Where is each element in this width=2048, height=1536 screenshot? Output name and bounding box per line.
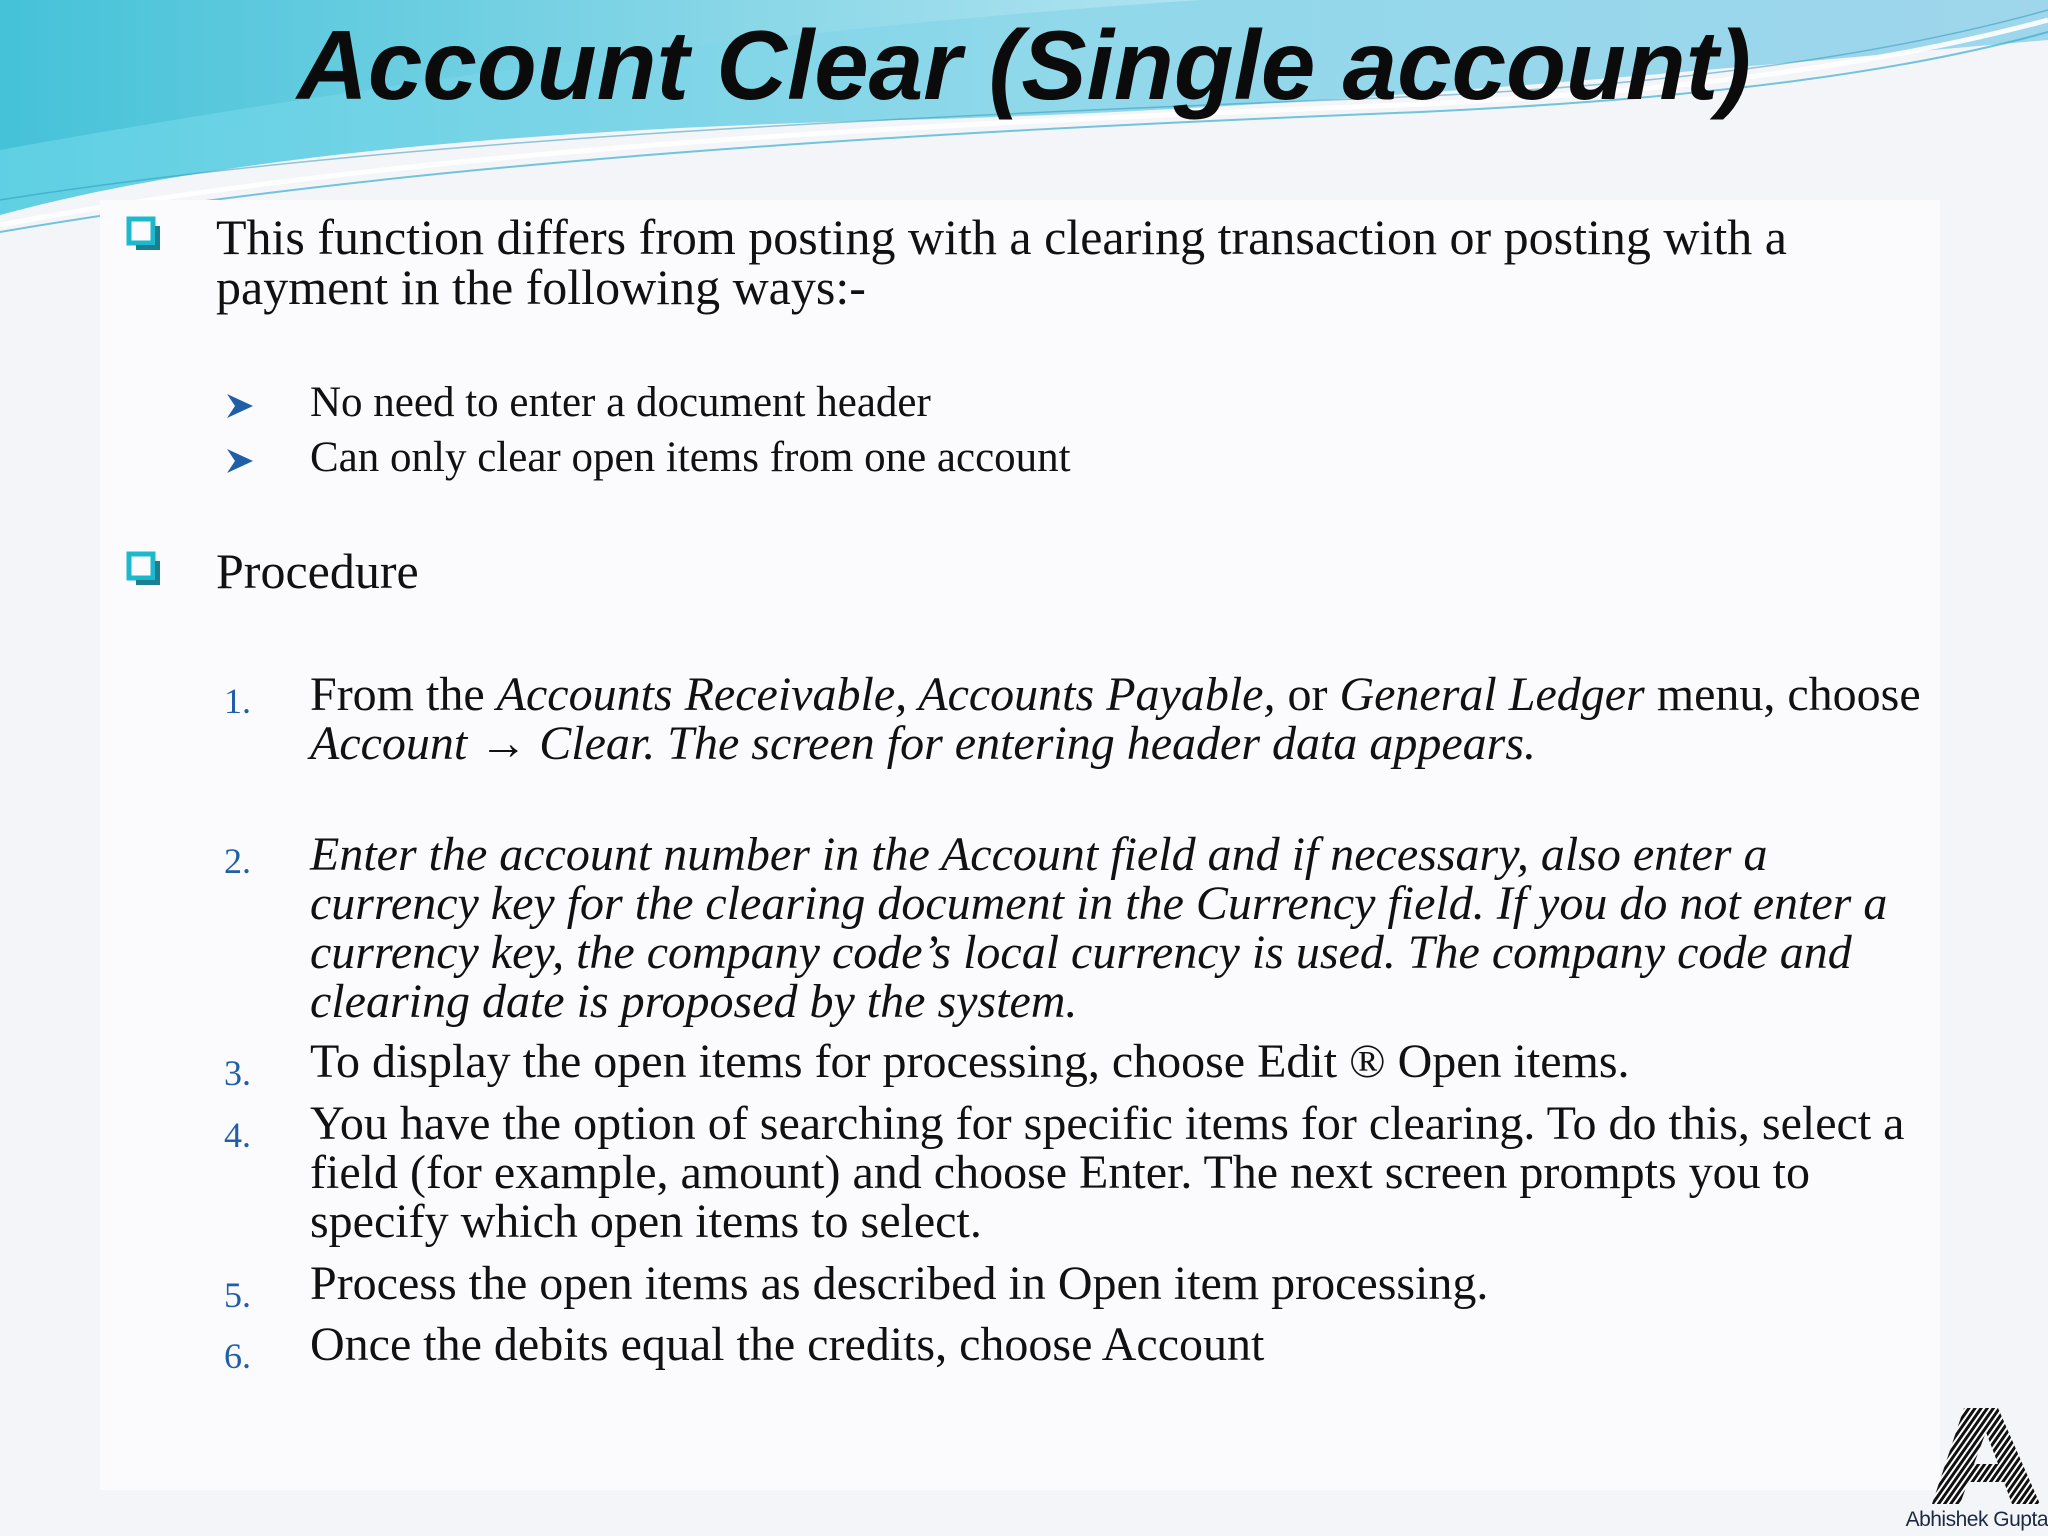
intro-point: No need to enter a document header [310, 379, 931, 426]
step-text: Process the open items as described in Open item processing. [310, 1257, 1489, 1310]
step-text-part: From the [310, 668, 497, 721]
step-text [310, 670, 1930, 768]
step-number: 4. [224, 1115, 251, 1155]
hollow-square-icon [126, 216, 162, 252]
step-text-part: Account → Clear. The screen for entering header data appears. [310, 717, 1537, 770]
arrowhead-icon [225, 391, 255, 421]
step-text-part: General Ledger [1339, 668, 1645, 721]
hollow-square-icon [126, 551, 162, 587]
step-number: 6. [224, 1336, 251, 1376]
slide-title: Account Clear (Single account) [297, 10, 1751, 120]
author-name: Abhishek Gupta [1905, 1508, 2048, 1531]
step-number: 2. [224, 841, 251, 881]
intro-text: This function differs from posting with a clearing transaction or posting with a payment in the following ways:- [216, 209, 1787, 315]
intro-point: Can only clear open items from one account [310, 434, 1071, 481]
step-number: 1. [224, 681, 251, 721]
arrowhead-icon [225, 446, 255, 476]
step-text: Once the debits equal the credits, choose Account [310, 1318, 1265, 1371]
step-number: 5. [224, 1275, 251, 1315]
step-text-part: or [1275, 668, 1340, 721]
step-number: 3. [224, 1053, 251, 1093]
step-text-part: menu, choose [1644, 668, 1921, 721]
step-text: Enter the account number in the Account field and if necessary, also enter a currency key for the clearing document in the Currency field. If you do not enter a currency key, the company code’s local currency is used. The company code and clearing date is proposed by the system. [310, 828, 1888, 1028]
step-text-part: Accounts Receivable, Accounts Payable, [496, 668, 1276, 721]
step-text: To display the open items for processing, choose Edit ® Open items. [310, 1035, 1630, 1088]
procedure-heading: Procedure [216, 543, 419, 599]
step-text: You have the option of searching for specific items for clearing. To do this, select a field (for example, amount) and choose Enter. The next screen prompts you to specify which open items to select. [310, 1097, 1905, 1248]
